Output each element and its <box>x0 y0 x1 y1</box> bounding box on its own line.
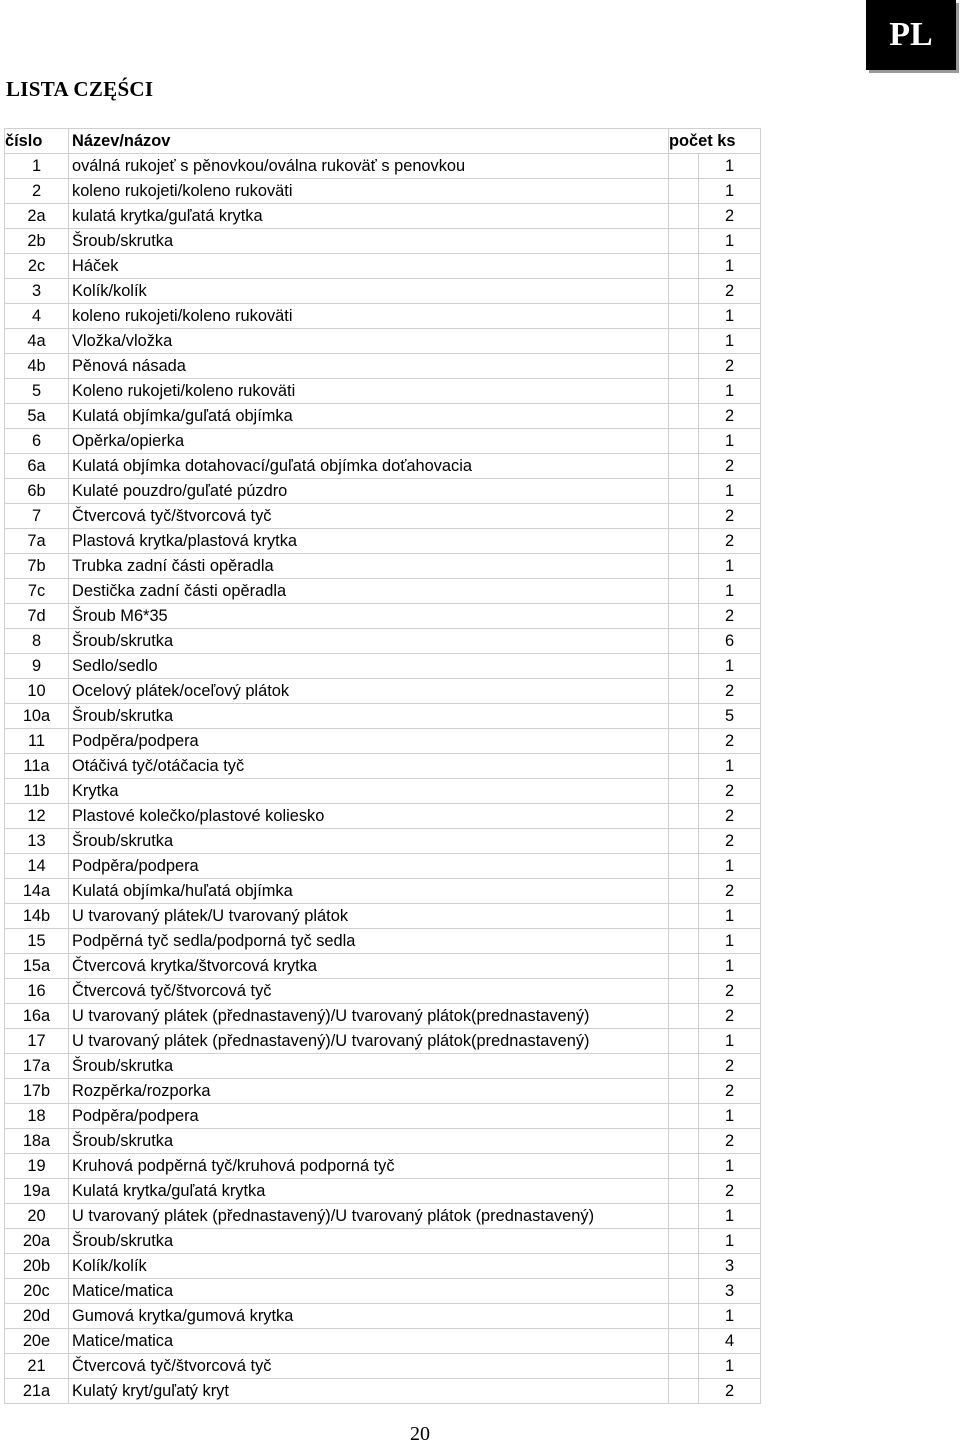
part-name: Krytka <box>69 779 669 804</box>
part-number: 12 <box>5 804 69 829</box>
part-number: 2 <box>5 179 69 204</box>
part-name: Šroub/skrutka <box>69 704 669 729</box>
part-name: U tvarovaný plátek (přednastavený)/U tvarovaný plátok (prednastavený) <box>69 1204 669 1229</box>
spacer-cell <box>669 504 699 529</box>
part-quantity: 1 <box>699 379 761 404</box>
table-row <box>5 804 761 829</box>
page-title: LISTA CZĘŚCI <box>6 77 154 101</box>
part-quantity: 1 <box>699 429 761 454</box>
part-quantity: 1 <box>699 479 761 504</box>
part-number: 6b <box>5 479 69 504</box>
part-quantity: 2 <box>699 204 761 229</box>
part-quantity: 2 <box>699 979 761 1004</box>
spacer-cell <box>669 1104 699 1129</box>
part-number: 7 <box>5 504 69 529</box>
table-row <box>5 154 761 179</box>
spacer-cell <box>669 854 699 879</box>
part-number: 20d <box>5 1304 69 1329</box>
part-number: 5 <box>5 379 69 404</box>
table-row <box>5 279 761 304</box>
part-number: 1 <box>5 154 69 179</box>
part-number: 19a <box>5 1179 69 1204</box>
part-quantity: 1 <box>699 554 761 579</box>
part-number: 11a <box>5 754 69 779</box>
part-quantity: 2 <box>699 354 761 379</box>
spacer-cell <box>669 529 699 554</box>
part-quantity: 2 <box>699 1054 761 1079</box>
spacer-cell <box>669 429 699 454</box>
part-number: 18 <box>5 1104 69 1129</box>
spacer-cell <box>669 629 699 654</box>
spacer-cell <box>669 829 699 854</box>
part-quantity: 1 <box>699 329 761 354</box>
table-row <box>5 1179 761 1204</box>
part-name: Šroub M6*35 <box>69 604 669 629</box>
spacer-cell <box>669 904 699 929</box>
part-name: Destička zadní části opěradla <box>69 579 669 604</box>
table-row <box>5 1329 761 1354</box>
table-row <box>5 554 761 579</box>
part-name: Šroub/skrutka <box>69 629 669 654</box>
table-row <box>5 1204 761 1229</box>
spacer-cell <box>669 1229 699 1254</box>
table-row <box>5 179 761 204</box>
table-row <box>5 1004 761 1029</box>
part-name: Šroub/skrutka <box>69 1229 669 1254</box>
table-row <box>5 1379 761 1404</box>
part-name: Opěrka/opierka <box>69 429 669 454</box>
spacer-cell <box>669 329 699 354</box>
part-number: 20e <box>5 1329 69 1354</box>
spacer-cell <box>669 679 699 704</box>
part-name: U tvarovaný plátek (přednastavený)/U tvarovaný plátok(prednastavený) <box>69 1029 669 1054</box>
part-number: 10a <box>5 704 69 729</box>
part-quantity: 2 <box>699 279 761 304</box>
spacer-cell <box>669 254 699 279</box>
spacer-cell <box>669 1004 699 1029</box>
spacer-cell <box>669 229 699 254</box>
table-row <box>5 979 761 1004</box>
part-name: Rozpěrka/rozporka <box>69 1079 669 1104</box>
part-number: 17 <box>5 1029 69 1054</box>
part-number: 16 <box>5 979 69 1004</box>
part-name: Čtvercová tyč/štvorcová tyč <box>69 979 669 1004</box>
part-quantity: 2 <box>699 1179 761 1204</box>
parts-table <box>4 128 761 1404</box>
part-quantity: 1 <box>699 929 761 954</box>
spacer-cell <box>669 279 699 304</box>
spacer-cell <box>669 804 699 829</box>
part-number: 4a <box>5 329 69 354</box>
part-number: 2b <box>5 229 69 254</box>
part-quantity: 1 <box>699 179 761 204</box>
part-quantity: 2 <box>699 604 761 629</box>
spacer-cell <box>669 779 699 804</box>
part-number: 19 <box>5 1154 69 1179</box>
spacer-cell <box>669 179 699 204</box>
part-number: 15 <box>5 929 69 954</box>
part-name: koleno rukojeti/koleno rukoväti <box>69 304 669 329</box>
part-quantity: 2 <box>699 1079 761 1104</box>
part-name: Podpěra/podpera <box>69 854 669 879</box>
table-row <box>5 1079 761 1104</box>
spacer-cell <box>669 304 699 329</box>
part-quantity: 1 <box>699 304 761 329</box>
table-row <box>5 229 761 254</box>
part-quantity: 3 <box>699 1254 761 1279</box>
part-quantity: 2 <box>699 404 761 429</box>
part-quantity: 2 <box>699 679 761 704</box>
part-name: Kulatá krytka/guľatá krytka <box>69 1179 669 1204</box>
table-row <box>5 779 761 804</box>
table-row <box>5 679 761 704</box>
part-quantity: 2 <box>699 779 761 804</box>
part-name: Háček <box>69 254 669 279</box>
part-number: 2c <box>5 254 69 279</box>
part-number: 20a <box>5 1229 69 1254</box>
part-name: Podpěra/podpera <box>69 729 669 754</box>
table-body <box>5 154 761 1404</box>
spacer-cell <box>669 1329 699 1354</box>
table-row <box>5 704 761 729</box>
table-row <box>5 1354 761 1379</box>
spacer-cell <box>669 879 699 904</box>
table-row <box>5 1104 761 1129</box>
part-number: 14 <box>5 854 69 879</box>
table-row <box>5 729 761 754</box>
table-row <box>5 829 761 854</box>
table-row <box>5 929 761 954</box>
part-number: 4 <box>5 304 69 329</box>
part-name: Ocelový plátek/oceľový plátok <box>69 679 669 704</box>
part-name: Kulatá objímka/huľatá objímka <box>69 879 669 904</box>
part-quantity: 1 <box>699 154 761 179</box>
part-name: oválná rukojeť s pěnovkou/oválna rukoväť s penovkou <box>69 154 669 179</box>
table-row <box>5 579 761 604</box>
part-quantity: 2 <box>699 504 761 529</box>
table-row <box>5 1154 761 1179</box>
part-number: 17a <box>5 1054 69 1079</box>
part-name: koleno rukojeti/koleno rukoväti <box>69 179 669 204</box>
header-name: Název/názov <box>69 129 669 154</box>
spacer-cell <box>669 1254 699 1279</box>
part-number: 9 <box>5 654 69 679</box>
spacer-cell <box>669 1279 699 1304</box>
part-number: 4b <box>5 354 69 379</box>
part-name: Vložka/vložka <box>69 329 669 354</box>
part-name: Koleno rukojeti/koleno rukoväti <box>69 379 669 404</box>
part-quantity: 1 <box>699 754 761 779</box>
table-row <box>5 204 761 229</box>
table-row <box>5 1229 761 1254</box>
part-number: 2a <box>5 204 69 229</box>
part-name: Šroub/skrutka <box>69 229 669 254</box>
part-number: 16a <box>5 1004 69 1029</box>
table-row <box>5 304 761 329</box>
spacer-cell <box>669 154 699 179</box>
table-row <box>5 379 761 404</box>
spacer-cell <box>669 1029 699 1054</box>
part-quantity: 2 <box>699 1129 761 1154</box>
part-quantity: 1 <box>699 1304 761 1329</box>
part-name: U tvarovaný plátek (přednastavený)/U tvarovaný plátok(prednastavený) <box>69 1004 669 1029</box>
part-quantity: 2 <box>699 729 761 754</box>
part-quantity: 1 <box>699 654 761 679</box>
table-row <box>5 854 761 879</box>
header-number: číslo <box>5 129 69 154</box>
part-name: Kulaté pouzdro/guľaté púzdro <box>69 479 669 504</box>
table-row <box>5 904 761 929</box>
part-name: Plastová krytka/plastová krytka <box>69 529 669 554</box>
spacer-cell <box>669 1304 699 1329</box>
part-quantity: 2 <box>699 529 761 554</box>
spacer-cell <box>669 579 699 604</box>
part-number: 18a <box>5 1129 69 1154</box>
part-name: Kolík/kolík <box>69 1254 669 1279</box>
part-quantity: 1 <box>699 904 761 929</box>
part-name: Šroub/skrutka <box>69 829 669 854</box>
part-number: 20b <box>5 1254 69 1279</box>
part-number: 7b <box>5 554 69 579</box>
header-quantity: počet ks <box>669 129 761 154</box>
spacer-cell <box>669 454 699 479</box>
part-name: Plastové kolečko/plastové koliesko <box>69 804 669 829</box>
table-row <box>5 1029 761 1054</box>
spacer-cell <box>669 1079 699 1104</box>
table-row <box>5 479 761 504</box>
table-row <box>5 879 761 904</box>
part-name: Trubka zadní části opěradla <box>69 554 669 579</box>
part-number: 11b <box>5 779 69 804</box>
spacer-cell <box>669 204 699 229</box>
table-row <box>5 1279 761 1304</box>
part-quantity: 2 <box>699 1004 761 1029</box>
page-number: 20 <box>410 1423 430 1445</box>
part-name: Matice/matica <box>69 1329 669 1354</box>
part-name: Kruhová podpěrná tyč/kruhová podporná tyč <box>69 1154 669 1179</box>
table-row <box>5 429 761 454</box>
part-number: 20 <box>5 1204 69 1229</box>
part-name: Matice/matica <box>69 1279 669 1304</box>
spacer-cell <box>669 754 699 779</box>
part-name: Kulatá objímka/guľatá objímka <box>69 404 669 429</box>
spacer-cell <box>669 704 699 729</box>
part-number: 10 <box>5 679 69 704</box>
table-row <box>5 529 761 554</box>
part-number: 3 <box>5 279 69 304</box>
part-name: Kolík/kolík <box>69 279 669 304</box>
part-name: U tvarovaný plátek/U tvarovaný plátok <box>69 904 669 929</box>
table-row <box>5 954 761 979</box>
table-header-row <box>5 129 761 154</box>
spacer-cell <box>669 354 699 379</box>
spacer-cell <box>669 979 699 1004</box>
part-quantity: 1 <box>699 579 761 604</box>
part-quantity: 4 <box>699 1329 761 1354</box>
table-row <box>5 1304 761 1329</box>
part-name: Čtvercová tyč/štvorcová tyč <box>69 504 669 529</box>
table-row <box>5 1054 761 1079</box>
part-name: Šroub/skrutka <box>69 1054 669 1079</box>
part-number: 21a <box>5 1379 69 1404</box>
part-name: kulatá krytka/guľatá krytka <box>69 204 669 229</box>
part-number: 20c <box>5 1279 69 1304</box>
spacer-cell <box>669 1379 699 1404</box>
part-quantity: 1 <box>699 229 761 254</box>
spacer-cell <box>669 604 699 629</box>
spacer-cell <box>669 1179 699 1204</box>
part-number: 14b <box>5 904 69 929</box>
part-quantity: 1 <box>699 1104 761 1129</box>
part-quantity: 2 <box>699 1379 761 1404</box>
part-name: Kulatý kryt/guľatý kryt <box>69 1379 669 1404</box>
spacer-cell <box>669 929 699 954</box>
table-row <box>5 754 761 779</box>
part-name: Kulatá objímka dotahovací/guľatá objímka doťahovacia <box>69 454 669 479</box>
table-row <box>5 629 761 654</box>
part-quantity: 1 <box>699 854 761 879</box>
part-quantity: 2 <box>699 829 761 854</box>
part-name: Gumová krytka/gumová krytka <box>69 1304 669 1329</box>
part-name: Čtvercová krytka/štvorcová krytka <box>69 954 669 979</box>
part-name: Čtvercová tyč/štvorcová tyč <box>69 1354 669 1379</box>
part-quantity: 2 <box>699 454 761 479</box>
part-number: 17b <box>5 1079 69 1104</box>
part-name: Šroub/skrutka <box>69 1129 669 1154</box>
table-row <box>5 654 761 679</box>
part-number: 15a <box>5 954 69 979</box>
part-name: Otáčivá tyč/otáčacia tyč <box>69 754 669 779</box>
spacer-cell <box>669 379 699 404</box>
part-number: 11 <box>5 729 69 754</box>
part-quantity: 1 <box>699 1029 761 1054</box>
part-quantity: 1 <box>699 254 761 279</box>
table-row <box>5 604 761 629</box>
spacer-cell <box>669 1129 699 1154</box>
part-number: 21 <box>5 1354 69 1379</box>
part-quantity: 3 <box>699 1279 761 1304</box>
part-quantity: 1 <box>699 954 761 979</box>
spacer-cell <box>669 479 699 504</box>
part-number: 14a <box>5 879 69 904</box>
spacer-cell <box>669 554 699 579</box>
part-number: 6 <box>5 429 69 454</box>
part-name: Pěnová násada <box>69 354 669 379</box>
part-number: 6a <box>5 454 69 479</box>
part-number: 7c <box>5 579 69 604</box>
spacer-cell <box>669 404 699 429</box>
table-row <box>5 354 761 379</box>
table-row <box>5 1254 761 1279</box>
part-number: 7d <box>5 604 69 629</box>
part-quantity: 1 <box>699 1204 761 1229</box>
part-quantity: 1 <box>699 1154 761 1179</box>
part-quantity: 5 <box>699 704 761 729</box>
spacer-cell <box>669 729 699 754</box>
part-quantity: 1 <box>699 1354 761 1379</box>
part-number: 5a <box>5 404 69 429</box>
part-number: 13 <box>5 829 69 854</box>
part-quantity: 2 <box>699 879 761 904</box>
part-number: 8 <box>5 629 69 654</box>
spacer-cell <box>669 1354 699 1379</box>
table-row <box>5 1129 761 1154</box>
table-row <box>5 254 761 279</box>
part-name: Sedlo/sedlo <box>69 654 669 679</box>
part-quantity: 6 <box>699 629 761 654</box>
table-row <box>5 404 761 429</box>
language-badge: PL <box>866 0 956 70</box>
part-quantity: 2 <box>699 804 761 829</box>
spacer-cell <box>669 954 699 979</box>
part-name: Podpěrná tyč sedla/podporná tyč sedla <box>69 929 669 954</box>
table-row <box>5 504 761 529</box>
part-number: 7a <box>5 529 69 554</box>
table-row <box>5 454 761 479</box>
part-quantity: 1 <box>699 1229 761 1254</box>
spacer-cell <box>669 654 699 679</box>
part-name: Podpěra/podpera <box>69 1104 669 1129</box>
spacer-cell <box>669 1204 699 1229</box>
spacer-cell <box>669 1154 699 1179</box>
table-row <box>5 329 761 354</box>
spacer-cell <box>669 1054 699 1079</box>
